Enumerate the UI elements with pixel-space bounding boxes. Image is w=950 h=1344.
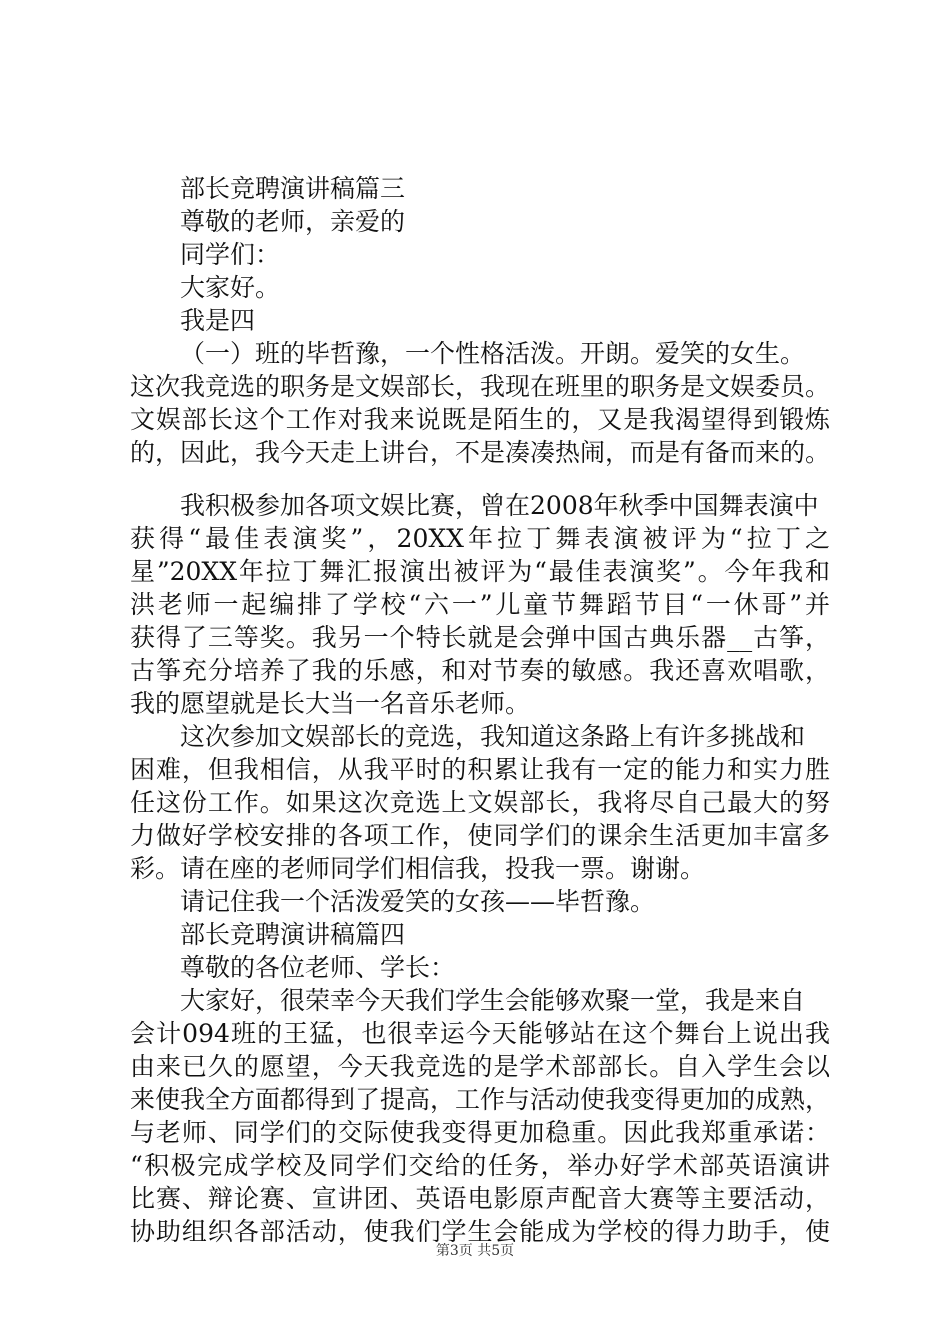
paragraph-gap [130,469,830,489]
paragraph-line: 困难，但我相信，从我平时的积累让我有一定的能力和实力胜 [130,755,830,784]
section-heading-3: 部长竞聘演讲稿篇三 [180,174,406,203]
paragraph-line: 请记住我一个活泼爱笑的女孩——毕哲豫。 [180,887,656,916]
salutation-line: 尊敬的各位老师、学长： [180,953,456,982]
paragraph-line: （一）班的毕哲豫，一个性格活泼。开朗。爱笑的女生。 [180,339,806,368]
document-body [130,172,830,1248]
greeting-line: 大家好。 [180,273,281,302]
paragraph-line: 我是四 [180,306,256,335]
paragraph-line: “积极完成学校及同学们交给的任务，举办好学术部英语演讲 [130,1151,830,1180]
paragraph-line: 由来已久的愿望，今天我竞选的是学术部部长。自入学生会以 [130,1052,830,1081]
paragraph-line: 文娱部长这个工作对我来说既是陌生的，又是我渴望得到锻炼 [130,405,830,434]
salutation-line: 尊敬的老师，亲爱的 [180,207,406,236]
salutation-line: 同学们： [180,240,281,269]
paragraph-line: 古筝充分培养了我的乐感，和对节奏的敏感。我还喜欢唱歌， [130,656,830,685]
paragraph-line: 星”20XX年拉丁舞汇报演出被评为“最佳表演奖”。今年我和 [130,557,830,586]
paragraph-line: 任这份工作。如果这次竞选上文娱部长，我将尽自己最大的努 [130,788,830,817]
paragraph-line: 获得了三等奖。我另一个特长就是会弹中国古典乐器__古筝， [130,623,830,652]
paragraph-line: 获得“最佳表演奖”，20XX年拉丁舞表演被评为“拉丁之 [130,524,830,553]
paragraph-line: 这次我竞选的职务是文娱部长，我现在班里的职务是文娱委员。 [130,372,831,401]
paragraph-line: 洪老师一起编排了学校“六一”儿童节舞蹈节目“一休哥”并 [130,590,830,619]
paragraph-line: 的，因此，我今天走上讲台，不是凑凑热闹，而是有备而来的。 [130,438,831,467]
paragraph-line: 力做好学校安排的各项工作，使同学们的课余生活更加丰富多 [130,821,830,850]
paragraph-line: 我的愿望就是长大当一名音乐老师。 [130,689,531,718]
paragraph-line: 与老师、同学们的交际使我变得更加稳重。因此我郑重承诺： [130,1118,830,1147]
paragraph-line: 来使我全方面都得到了提高，工作与活动使我变得更加的成熟， [130,1085,831,1114]
paragraph-line: 大家好，很荣幸今天我们学生会能够欢聚一堂，我是来自 [180,986,806,1015]
section-heading-4: 部长竞聘演讲稿篇四 [180,920,406,949]
paragraph-line: 协助组织各部活动，使我们学生会能成为学校的得力助手，使 [130,1217,830,1246]
paragraph-line: 比赛、辩论赛、宣讲团、英语电影原声配音大赛等主要活动， [130,1184,830,1213]
paragraph-line: 这次参加文娱部长的竞选，我知道这条路上有许多挑战和 [180,722,806,751]
page-footer: 第3页 共5页 [435,1243,515,1259]
paragraph-line: 会计094班的王猛，也很幸运今天能够站在这个舞台上说出我 [130,1019,830,1048]
paragraph-line: 彩。请在座的老师同学们相信我，投我一票。谢谢。 [130,854,706,883]
paragraph-line: 我积极参加各项文娱比赛，曾在2008年秋季中国舞表演中 [180,491,819,520]
